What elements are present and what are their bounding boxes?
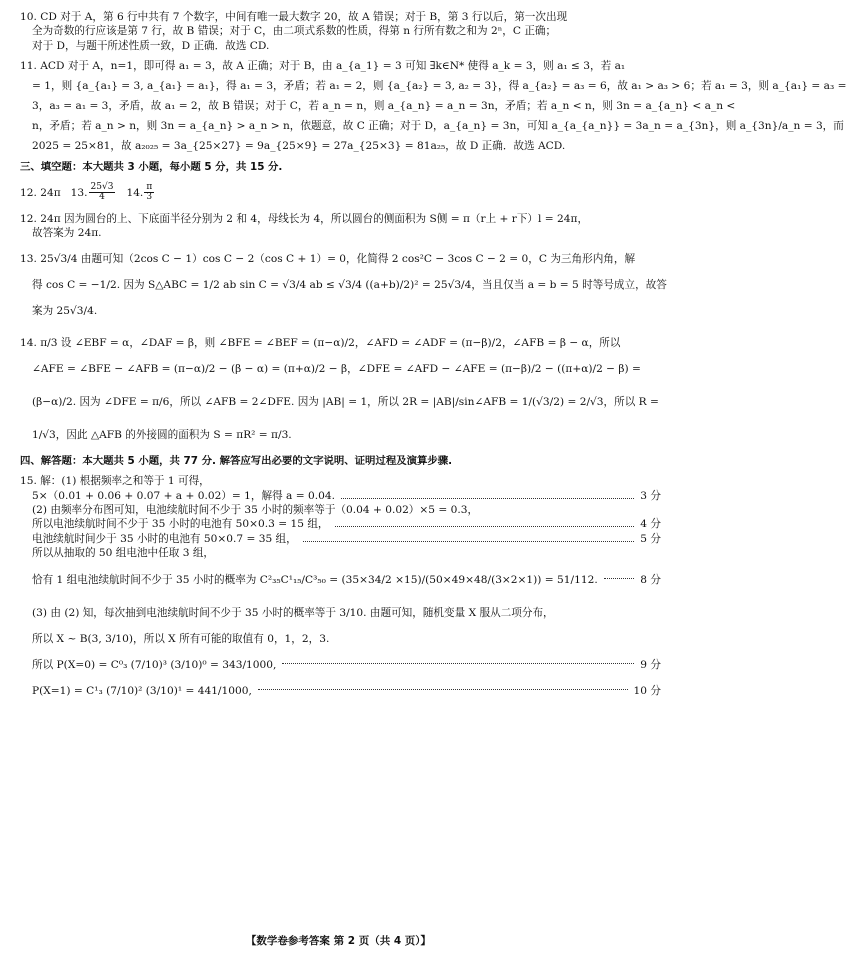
leader-dots [335, 526, 635, 527]
answer-13-label: 13. [70, 186, 88, 199]
q10-line-1: 10. CD 对于 A，第 6 行中共有 7 个数字，中间有唯一最大数字 20，故 A 错误；对于 B，第 3 行以后，第一次出现 [20, 11, 568, 23]
q14-line-2: ∠AFE = ∠BFE − ∠AFB = (π−α)/2 − (β − α) = (π+α)/2 − β，∠DFE = ∠AFD − ∠AFE = (π−β)/2 − ((π+α)/2 − β) = [32, 363, 641, 376]
answer-13-numerator: 25√3 [90, 181, 114, 192]
q15-line-6: 所以从抽取的 50 组电池中任取 3 组， [32, 546, 215, 559]
q15-step-2 [20, 517, 661, 531]
q13-line-3: 案为 25√3/4. [32, 305, 98, 318]
answer-14-numerator: π [146, 181, 153, 192]
answer-q15 [20, 474, 661, 704]
q15-line-8: (3) 由 (2) 知，每次抽到电池续航时间不少于 35 小时的概率等于 3/10. 由题可知，随机变量 X 服从二项分布， [32, 607, 554, 620]
q11-line-5: 2025 = 25×81，故 a₂₀₂₅ = 3a_{25×27} = 9a_{25×9} = 27a_{25×3} = 81a₂₅，故 D 正确．故选 ACD. [32, 140, 566, 153]
q11-line-2: = 1，则 {a_{a₁} = 3, a_{a₁} = a₁}，得 a₁ = 3，矛盾；若 a₁ = 2，则 {a_{a₂} = 3, a₂ = 3}，得 a_{a₂} = a₃ = 6，故 a₁ > a₃ > 6；若 a₁ = 3，则 a_{a₁} = a₃ = [32, 80, 846, 93]
leader-dots [282, 663, 634, 664]
q15-score-10: 10 分 [633, 685, 661, 698]
answer-14-denominator: 3 [146, 192, 153, 203]
q15-score-4: 4 分 [640, 518, 661, 531]
q14-line-3: (β−α)/2. 因为 ∠DFE = π/6，所以 ∠AFB = 2∠DFE. 因为 |AB| = 1，所以 2R = |AB|/sin∠AFB = 1/(√3/2) = 2/√3，所以 R = [32, 396, 659, 409]
leader-dots [341, 498, 634, 499]
answer-14-fraction [144, 183, 154, 203]
q11-line-3: 3，a₃ = a₁ = 3，矛盾，故 a₁ = 2，故 B 错误；对于 C，若 a_n = n，则 a_{a_n} = a_n = 3n，矛盾；若 a_n < n，则 3n = a_{a_n} < a_n < [32, 100, 736, 113]
short-answers-row [20, 180, 661, 206]
q15-step-4 [20, 560, 661, 600]
answer-13-fraction [89, 183, 116, 203]
q11-line-1: 11. ACD 对于 A，n=1，即可得 a₁ = 3，故 A 正确；对于 B，由 a_{a_1} = 3 可知 ∃k∈N* 使得 a_k = 3，则 a₁ ≤ 3，若 a₁ [20, 59, 626, 72]
q15-step-5 [20, 652, 661, 678]
q13-line-1: 13. 25√3/4 由题可知（2cos C − 1）cos C − 2（cos C + 1）= 0，化简得 2 cos²C − 3cos C − 2 = 0，C 为三角形内角，解 [20, 253, 636, 266]
answer-q10 [20, 10, 661, 53]
q15-step-4-text: 恰有 1 组电池续航时间不少于 35 小时的概率为 C²₃₅C¹₁₅/C³₅₀ = (35×34/2 ×15)/(50×49×48/(3×2×1)) = 51/112. [32, 574, 598, 587]
answer-q14 [20, 330, 661, 448]
answer-12: 12. 24π [20, 186, 61, 199]
answer-q13 [20, 246, 667, 324]
leader-dots [303, 541, 635, 542]
q15-line-9: 所以 X ~ B(3, 3/10)，所以 X 所有可能的取值有 0，1，2，3. [32, 633, 330, 646]
q14-line-4: 1/√3，因此 △AFB 的外接圆的面积为 S = πR² = π/3. [32, 429, 292, 442]
section-solutions-header: 四、解答题：本大题共 5 小题，共 77 分. 解答应写出必要的文字说明、证明过程及演算步骤. [20, 455, 453, 468]
leader-dots [604, 578, 635, 579]
q15-score-3: 3 分 [640, 489, 661, 502]
q15-line-3: (2) 由频率分布图可知，电池续航时间不少于 35 小时的频率等于（0.04 + 0.02）×5 = 0.3， [32, 504, 479, 517]
q15-step-1-text: 5×（0.01 + 0.06 + 0.07 + a + 0.02）= 1，解得 a = 0.04. [32, 489, 335, 502]
answer-q11 [20, 59, 846, 154]
q15-line-1: 15. 解：(1) 根据频率之和等于 1 可得， [20, 475, 210, 488]
q15-score-9: 9 分 [640, 659, 661, 672]
q10-line-3: 对于 D，与题干所述性质一致，D 正确．故选 CD. [32, 39, 270, 52]
q13-line-2: 得 cos C = −1/2. 因为 S△ABC = 1/2 ab sin C = √3/4 ab ≤ √3/4 ((a+b)/2)² = 25√3/4，当且仅当 a = b = 5 时等号成立，故答 [32, 279, 667, 292]
q15-step-5-text: 所以 P(X=0) = C⁰₃ (7/10)³ (3/10)⁰ = 343/1000, [32, 659, 277, 672]
q15-step-3 [20, 532, 661, 546]
answer-q12 [20, 212, 661, 241]
q10-line-2: 全为奇数的行应该是第 7 行，故 B 错误；对于 C，由二项式系数的性质，得第 n 行所有数之和为 2ⁿ，C 正确； [32, 25, 557, 38]
q15-score-5: 5 分 [640, 532, 661, 545]
q12-line-2: 故答案为 24π. [32, 227, 102, 240]
section-fill-in-header: 三、填空题：本大题共 3 小题，每小题 5 分，共 15 分. [20, 160, 283, 173]
q15-step-1 [20, 489, 661, 503]
q15-step-3-text: 电池续航时间少于 35 小时的电池有 50×0.7 = 35 组， [32, 532, 297, 545]
q15-step-2-text: 所以电池续航时间不少于 35 小时的电池有 50×0.3 = 15 组， [32, 518, 329, 531]
q11-line-4: n，矛盾；若 a_n > n，则 3n = a_{a_n} > a_n > n，依题意，故 C 正确；对于 D，a_{a_n} = 3n，可知 a_{a_{a_n}} = 3a_n = a_{3n}，则 a_{3n}/a_n = 3，而 [32, 120, 844, 133]
q12-line-1: 12. 24π 因为圆台的上、下底面半径分别为 2 和 4，母线长为 4，所以圆台的侧面积为 S侧 = π（r上 + r下）l = 24π， [20, 212, 589, 225]
q15-step-6 [20, 678, 661, 704]
page-footer: 【数学卷参考答案 第 2 页（共 4 页）】 [245, 935, 432, 947]
q15-step-6-text: P(X=1) = C¹₃ (7/10)² (3/10)¹ = 441/1000, [32, 685, 252, 698]
answer-13-denominator: 4 [99, 192, 105, 203]
q15-score-8: 8 分 [640, 574, 661, 587]
q14-line-1: 14. π/3 设 ∠EBF = α，∠DAF = β，则 ∠BFE = ∠BEF = (π−α)/2，∠AFD = ∠ADF = (π−β)/2，∠AFB = β − α，所以 [20, 337, 621, 350]
leader-dots [258, 689, 628, 690]
answer-14-label: 14. [126, 186, 144, 199]
